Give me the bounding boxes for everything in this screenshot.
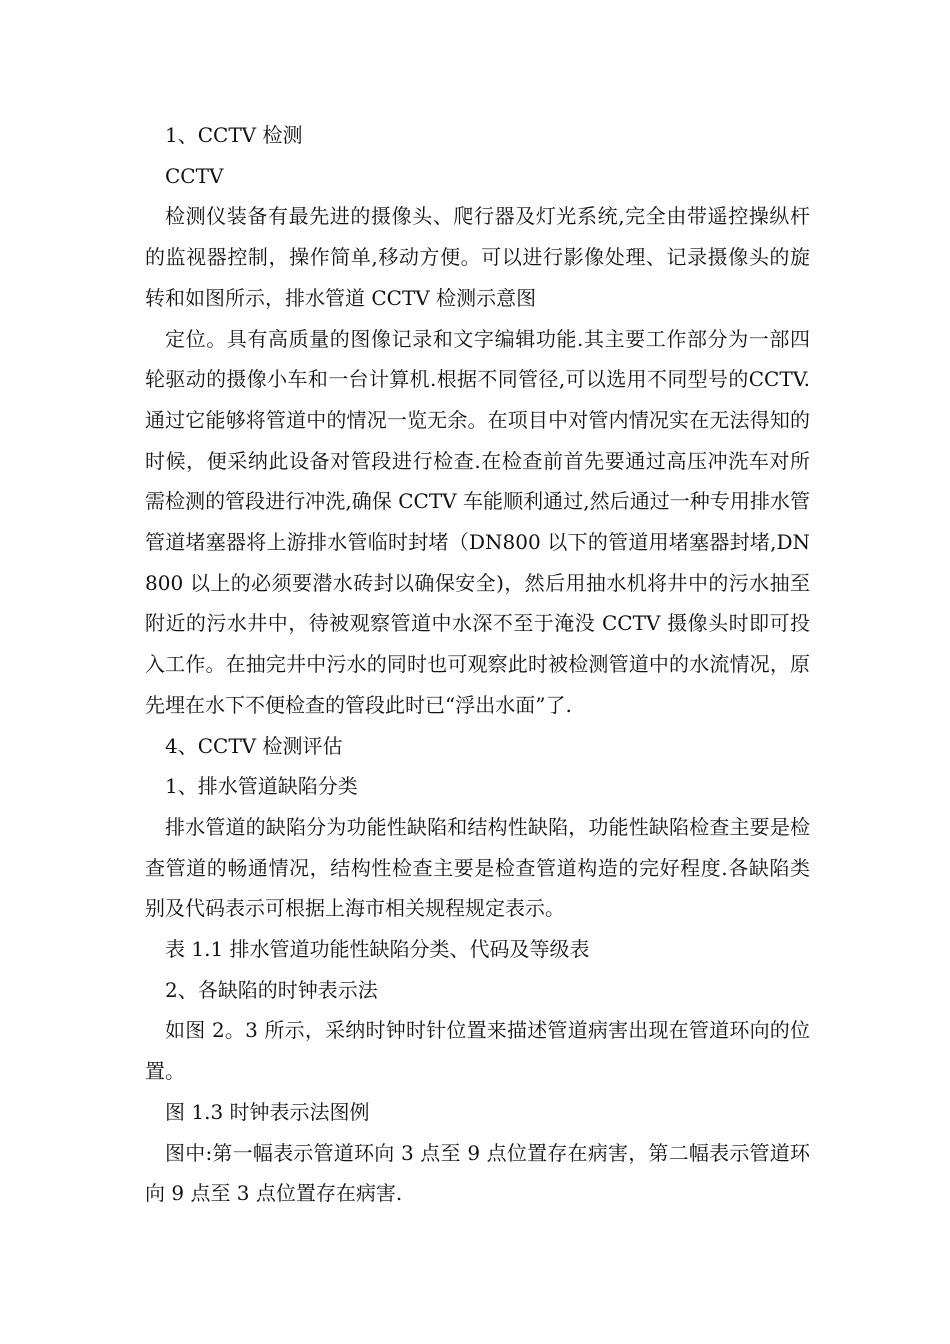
heading-defect-classification: 1、排水管道缺陷分类 (165, 774, 358, 799)
heading-cctv-evaluation: 4、CCTV 检测评估 (165, 733, 343, 758)
paragraph-equipment: 检测仪装备有最先进的摄像头、爬行器及灯光系统,完全由带遥控操纵杆的监视器控制，操作简单,移动方便。可以进行影像处理、记录摄像头的旋转和如图所示，排水管道 CCTV 检测示意图 (145, 204, 810, 310)
heading-clock-notation: 2、各缺陷的时钟表示法 (165, 977, 378, 1002)
figure-caption: 图 1.3 时钟表示法图例 (165, 1099, 370, 1124)
paragraph-positioning: 定位。具有高质量的图像记录和文字编辑功能.其主要工作部分为一部四轮驱动的摄像小车和一台计算机.根据不同管径,可以选用不同型号的CCTV.通过它能够将管道中的情况一览无余。在项目中对管内情况实在无法得知的时候，便采纳此设备对管段进行检查.在检查前首先要通过高压冲洗车对所需检测的管段进行冲洗,确保 CCTV 车能顺利通过,然后通过一种专用排水管管道堵塞器将上游排水管临时封堵（DN800 以下的管道用堵塞器封堵,DN800 以上的必须要潜水砖封以确保安全)，然后用抽水机将井中的污水抽至附近的污水井中，待被观察管道中水深不至于淹没 CCTV 摄像头时即可投入工作。在抽完井中污水的同时也可观察此时被检测管道中的水流情况，原先埋在水下不便检查的管段此时已“浮出水面”了. (145, 326, 810, 717)
paragraph-cctv-label: CCTV (165, 163, 224, 188)
paragraph-figure-explanation: 图中:第一幅表示管道环向 3 点至 9 点位置存在病害，第二幅表示管道环向 9 点至 3 点位置存在病害. (145, 1140, 810, 1206)
paragraph-clock-method: 如图 2。3 所示，采纳时钟时针位置来描述管道病害出现在管道环向的位置。 (145, 1018, 810, 1084)
paragraph-defect-types: 排水管道的缺陷分为功能性缺陷和结构性缺陷，功能性缺陷检查主要是检查管道的畅通情况，结构性检查主要是检查管道构造的完好程度.各缺陷类别及代码表示可根据上海市相关规程规定表示。 (145, 814, 810, 921)
table-caption: 表 1.1 排水管道功能性缺陷分类、代码及等级表 (165, 937, 590, 962)
heading-cctv-inspection: 1、CCTV 检测 (165, 123, 303, 147)
document-body (145, 115, 810, 1214)
